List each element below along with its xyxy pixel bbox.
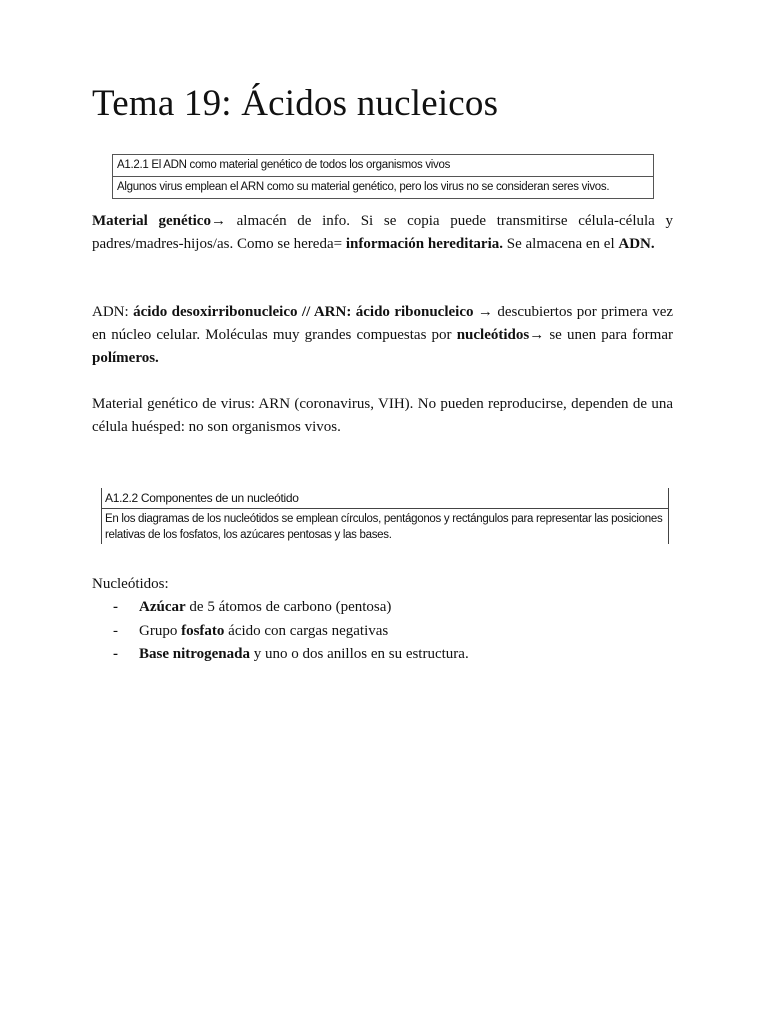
term-informacion-hereditaria: información hereditaria.	[345, 236, 504, 252]
syllabus-box-a121-heading: A1.2.1 El ADN como material genético de todos los organismos vivos	[113, 155, 653, 177]
paragraph-text: Se almacena en el	[503, 236, 619, 252]
nucleotidos-label: Nucleótidos:	[92, 576, 169, 592]
bullet-dash: -	[113, 599, 118, 615]
bullet-dash: -	[113, 622, 118, 639]
list-item	[113, 643, 469, 667]
list-item-text: ácido con cargas negativas	[224, 622, 389, 639]
list-item	[113, 620, 469, 644]
paragraph-adn-arn	[92, 301, 673, 370]
term-material-genetico: Material genético	[92, 213, 211, 229]
list-item	[113, 596, 469, 620]
page-title: Tema 19: Ácidos nucleicos	[92, 83, 499, 124]
paragraph-text: → descubiertos por primera vez en núcleo celular. Moléculas muy grandes compuestas por	[92, 304, 674, 343]
term-fosfato: fosfato	[181, 622, 225, 639]
paragraph-material-genetico	[92, 210, 673, 256]
term-azucar: Azúcar	[139, 599, 186, 615]
term-nucleotidos: nucleótidos	[456, 327, 530, 343]
bullet-dash: -	[113, 646, 118, 662]
list-item-text: de 5 átomos de carbono (pentosa)	[185, 599, 392, 615]
list-item-text: y uno o dos anillos en su estructura.	[249, 646, 469, 662]
paragraph-text: → se unen para formar	[529, 327, 673, 343]
syllabus-box-a121	[112, 154, 654, 199]
term-adn: ADN.	[618, 236, 655, 252]
syllabus-box-a122-text: En los diagramas de los nucleótidos se emplean círculos, pentágonos y rectángulos para representar las posiciones relativas de los fosfatos, los azúcares pentosas y las bases.	[105, 513, 663, 541]
term-base-nitrogenada: Base nitrogenada	[139, 646, 250, 662]
term-acidos: ácido desoxirribonucleico // ARN: ácido ribonucleico	[133, 304, 474, 320]
paragraph-text: → almacén de info. Si se copia puede transmitirse célula-célula y padres/madres-hijos/as. Como se hereda=	[92, 213, 673, 252]
syllabus-box-a121-text: Algunos virus emplean el ARN como su material genético, pero los virus no se consideran seres vivos.	[117, 181, 610, 193]
paragraph-text: ADN:	[92, 304, 134, 320]
syllabus-box-a122	[101, 488, 669, 544]
paragraph-virus: Material genético de virus: ARN (coronavirus, VIH). No pueden reproducirse, dependen de una célula huésped: no son organismos vivos.	[92, 396, 673, 435]
nucleotide-components-list	[113, 596, 469, 667]
term-polimeros: polímeros.	[92, 350, 159, 366]
syllabus-box-a122-heading: A1.2.2 Componentes de un nucleótido	[102, 488, 668, 509]
list-item-text: Grupo	[139, 622, 182, 639]
